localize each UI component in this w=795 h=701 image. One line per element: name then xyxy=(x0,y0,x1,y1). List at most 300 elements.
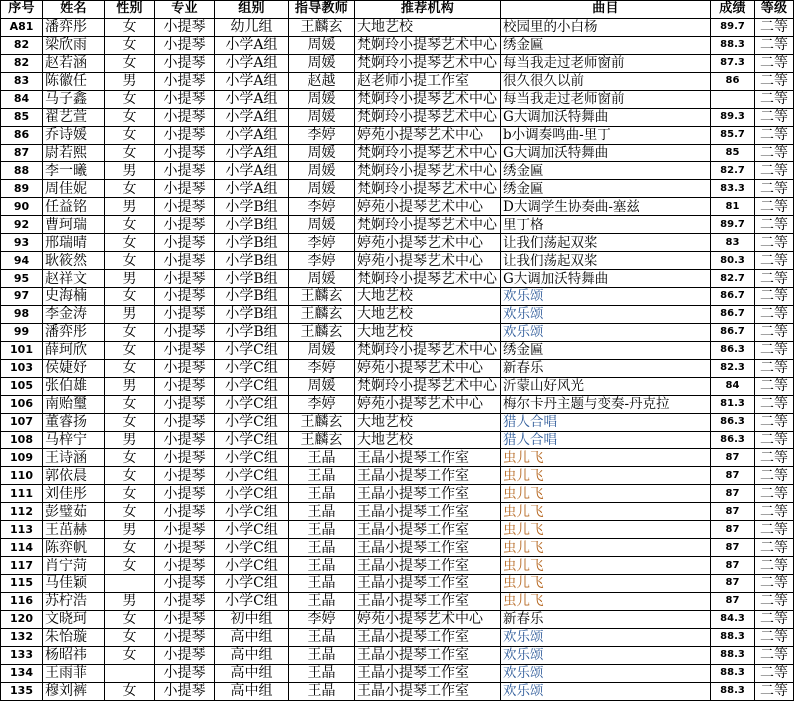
cell-score: 83.3 xyxy=(711,180,755,198)
cell-name: 张伯雄 xyxy=(43,377,105,395)
cell-org: 王晶小提琴工作室 xyxy=(355,664,501,682)
cell-gender: 女 xyxy=(105,485,155,503)
cell-teacher: 周媛 xyxy=(289,162,355,180)
cell-name: 马梓宁 xyxy=(43,431,105,449)
cell-name: 潘弈彤 xyxy=(43,323,105,341)
cell-teacher: 王晶 xyxy=(289,682,355,700)
cell-major: 小提琴 xyxy=(155,270,215,288)
cell-grade: 二等 xyxy=(755,90,794,108)
cell-org: 大地艺校 xyxy=(355,413,501,431)
cell-song: 虫儿飞 xyxy=(501,521,711,539)
cell-score: 84.3 xyxy=(711,610,755,628)
cell-name: 王雨菲 xyxy=(43,664,105,682)
cell-song: 让我们荡起双桨 xyxy=(501,252,711,270)
table-row xyxy=(1,467,794,485)
cell-teacher: 王麟玄 xyxy=(289,288,355,306)
cell-major: 小提琴 xyxy=(155,108,215,126)
cell-teacher: 王晶 xyxy=(289,467,355,485)
cell-major: 小提琴 xyxy=(155,234,215,252)
cell-no: 116 xyxy=(1,592,43,610)
cell-major: 小提琴 xyxy=(155,54,215,72)
cell-no: 135 xyxy=(1,682,43,700)
cell-no: 94 xyxy=(1,252,43,270)
cell-grade: 二等 xyxy=(755,234,794,252)
cell-teacher: 王麟玄 xyxy=(289,323,355,341)
cell-teacher: 王麟玄 xyxy=(289,305,355,323)
table-row xyxy=(1,234,794,252)
cell-teacher: 王晶 xyxy=(289,592,355,610)
cell-no: 85 xyxy=(1,108,43,126)
cell-score: 87 xyxy=(711,485,755,503)
cell-org: 婷苑小提琴艺术中心 xyxy=(355,234,501,252)
cell-org: 梵婀玲小提琴艺术中心 xyxy=(355,90,501,108)
cell-grade: 二等 xyxy=(755,646,794,664)
cell-gender: 女 xyxy=(105,180,155,198)
table-row xyxy=(1,270,794,288)
cell-teacher: 王晶 xyxy=(289,485,355,503)
cell-major: 小提琴 xyxy=(155,413,215,431)
cell-group: 小学A组 xyxy=(215,144,289,162)
cell-teacher: 周媛 xyxy=(289,216,355,234)
cell-gender: 男 xyxy=(105,521,155,539)
cell-score: 86.7 xyxy=(711,288,755,306)
cell-grade: 二等 xyxy=(755,377,794,395)
cell-teacher: 李婷 xyxy=(289,126,355,144)
cell-score: 80.3 xyxy=(711,252,755,270)
table-header xyxy=(1,1,794,19)
cell-song: G大调加沃特舞曲 xyxy=(501,108,711,126)
cell-name: 杨昭祎 xyxy=(43,646,105,664)
cell-major: 小提琴 xyxy=(155,557,215,575)
cell-score: 87 xyxy=(711,467,755,485)
table-row xyxy=(1,288,794,306)
cell-score: 83 xyxy=(711,234,755,252)
cell-score: 87 xyxy=(711,503,755,521)
cell-org: 大地艺校 xyxy=(355,288,501,306)
cell-name: 王诗涵 xyxy=(43,449,105,467)
cell-group: 幼儿组 xyxy=(215,18,289,36)
cell-name: 陈徽任 xyxy=(43,72,105,90)
cell-org: 大地艺校 xyxy=(355,305,501,323)
cell-no: 88 xyxy=(1,162,43,180)
cell-no: 106 xyxy=(1,395,43,413)
cell-org: 王晶小提琴工作室 xyxy=(355,628,501,646)
table-row xyxy=(1,539,794,557)
cell-group: 小学C组 xyxy=(215,413,289,431)
cell-no: A81 xyxy=(1,18,43,36)
cell-gender: 女 xyxy=(105,341,155,359)
cell-org: 王晶小提琴工作室 xyxy=(355,521,501,539)
cell-grade: 二等 xyxy=(755,54,794,72)
cell-gender: 女 xyxy=(105,54,155,72)
cell-grade: 二等 xyxy=(755,216,794,234)
table-row xyxy=(1,503,794,521)
cell-grade: 二等 xyxy=(755,36,794,54)
cell-no: 114 xyxy=(1,539,43,557)
cell-group: 小学C组 xyxy=(215,395,289,413)
cell-gender: 女 xyxy=(105,323,155,341)
cell-song: 猎人合唱 xyxy=(501,413,711,431)
cell-gender: 女 xyxy=(105,288,155,306)
cell-org: 王晶小提琴工作室 xyxy=(355,575,501,593)
cell-grade: 二等 xyxy=(755,126,794,144)
cell-group: 小学C组 xyxy=(215,449,289,467)
cell-grade: 二等 xyxy=(755,467,794,485)
cell-teacher: 李婷 xyxy=(289,610,355,628)
cell-group: 小学A组 xyxy=(215,54,289,72)
cell-song: 新春乐 xyxy=(501,359,711,377)
cell-group: 小学A组 xyxy=(215,162,289,180)
cell-group: 小学C组 xyxy=(215,359,289,377)
cell-no: 93 xyxy=(1,234,43,252)
cell-org: 梵婀玲小提琴艺术中心 xyxy=(355,180,501,198)
header-cell-score: 成绩 xyxy=(711,1,755,19)
cell-name: 文晓珂 xyxy=(43,610,105,628)
cell-group: 高中组 xyxy=(215,628,289,646)
cell-org: 大地艺校 xyxy=(355,323,501,341)
cell-teacher: 李婷 xyxy=(289,234,355,252)
cell-score: 87 xyxy=(711,449,755,467)
cell-org: 王晶小提琴工作室 xyxy=(355,539,501,557)
cell-teacher: 周媛 xyxy=(289,377,355,395)
cell-name: 李金涛 xyxy=(43,305,105,323)
cell-name: 侯婕妤 xyxy=(43,359,105,377)
cell-song: 绣金匾 xyxy=(501,162,711,180)
cell-grade: 二等 xyxy=(755,144,794,162)
cell-teacher: 王晶 xyxy=(289,503,355,521)
cell-no: 113 xyxy=(1,521,43,539)
cell-teacher: 王麟玄 xyxy=(289,431,355,449)
cell-teacher: 王晶 xyxy=(289,521,355,539)
table-row xyxy=(1,36,794,54)
cell-teacher: 王晶 xyxy=(289,646,355,664)
cell-teacher: 周媛 xyxy=(289,180,355,198)
cell-no: 82 xyxy=(1,54,43,72)
cell-no: 117 xyxy=(1,557,43,575)
cell-no: 95 xyxy=(1,270,43,288)
cell-major: 小提琴 xyxy=(155,610,215,628)
cell-major: 小提琴 xyxy=(155,341,215,359)
table-row xyxy=(1,54,794,72)
cell-song: 每当我走过老师窗前 xyxy=(501,54,711,72)
cell-grade: 二等 xyxy=(755,305,794,323)
cell-score xyxy=(711,90,755,108)
cell-group: 小学B组 xyxy=(215,216,289,234)
cell-score: 82.7 xyxy=(711,270,755,288)
cell-song: 欢乐颂 xyxy=(501,305,711,323)
header-row xyxy=(1,1,794,19)
cell-score: 86.3 xyxy=(711,431,755,449)
table-row xyxy=(1,216,794,234)
cell-no: 101 xyxy=(1,341,43,359)
cell-song: b小调奏鸣曲-里丁 xyxy=(501,126,711,144)
cell-group: 小学B组 xyxy=(215,305,289,323)
cell-grade: 二等 xyxy=(755,341,794,359)
cell-song: 绣金匾 xyxy=(501,36,711,54)
cell-group: 小学C组 xyxy=(215,485,289,503)
cell-teacher: 周媛 xyxy=(289,341,355,359)
table-row xyxy=(1,592,794,610)
table-row xyxy=(1,341,794,359)
cell-grade: 二等 xyxy=(755,610,794,628)
table-row xyxy=(1,521,794,539)
cell-no: 97 xyxy=(1,288,43,306)
cell-song: 虫儿飞 xyxy=(501,539,711,557)
cell-song: 欢乐颂 xyxy=(501,628,711,646)
cell-major: 小提琴 xyxy=(155,359,215,377)
cell-no: 103 xyxy=(1,359,43,377)
table-row xyxy=(1,682,794,700)
cell-name: 曹珂瑞 xyxy=(43,216,105,234)
cell-major: 小提琴 xyxy=(155,323,215,341)
cell-grade: 二等 xyxy=(755,557,794,575)
cell-group: 小学A组 xyxy=(215,90,289,108)
cell-org: 梵婀玲小提琴艺术中心 xyxy=(355,162,501,180)
cell-group: 高中组 xyxy=(215,682,289,700)
table-row xyxy=(1,180,794,198)
cell-group: 小学C组 xyxy=(215,341,289,359)
cell-gender: 女 xyxy=(105,108,155,126)
cell-group: 小学A组 xyxy=(215,180,289,198)
cell-teacher: 周媛 xyxy=(289,108,355,126)
cell-song: 虫儿飞 xyxy=(501,503,711,521)
cell-score: 85.7 xyxy=(711,126,755,144)
cell-major: 小提琴 xyxy=(155,288,215,306)
header-cell-grade: 等级 xyxy=(755,1,794,19)
cell-org: 梵婀玲小提琴艺术中心 xyxy=(355,341,501,359)
cell-song: 校园里的小白杨 xyxy=(501,18,711,36)
cell-song: 每当我走过老师窗前 xyxy=(501,90,711,108)
cell-gender: 女 xyxy=(105,503,155,521)
cell-teacher: 周媛 xyxy=(289,90,355,108)
table-row xyxy=(1,162,794,180)
cell-name: 潘弈彤 xyxy=(43,18,105,36)
cell-name: 乔诗媛 xyxy=(43,126,105,144)
cell-grade: 二等 xyxy=(755,521,794,539)
cell-score: 86.7 xyxy=(711,323,755,341)
table-row xyxy=(1,413,794,431)
cell-score: 87 xyxy=(711,575,755,593)
cell-gender: 女 xyxy=(105,395,155,413)
cell-score: 88.3 xyxy=(711,664,755,682)
header-cell-song: 曲目 xyxy=(501,1,711,19)
cell-song: 让我们荡起双桨 xyxy=(501,234,711,252)
cell-song: G大调加沃特舞曲 xyxy=(501,270,711,288)
cell-major: 小提琴 xyxy=(155,72,215,90)
cell-major: 小提琴 xyxy=(155,377,215,395)
cell-name: 梁欣雨 xyxy=(43,36,105,54)
cell-gender: 男 xyxy=(105,431,155,449)
cell-org: 梵婀玲小提琴艺术中心 xyxy=(355,144,501,162)
cell-no: 105 xyxy=(1,377,43,395)
cell-song: D大调学生协奏曲-塞兹 xyxy=(501,198,711,216)
cell-name: 耿筱然 xyxy=(43,252,105,270)
cell-song: 梅尔卡丹主题与变奏-丹克拉 xyxy=(501,395,711,413)
cell-score: 86.3 xyxy=(711,341,755,359)
cell-gender: 男 xyxy=(105,592,155,610)
cell-teacher: 周媛 xyxy=(289,54,355,72)
cell-gender xyxy=(105,664,155,682)
cell-group: 小学C组 xyxy=(215,592,289,610)
cell-song: 虫儿飞 xyxy=(501,449,711,467)
table-row xyxy=(1,557,794,575)
cell-name: 陈弈帆 xyxy=(43,539,105,557)
cell-grade: 二等 xyxy=(755,288,794,306)
cell-song: 绣金匾 xyxy=(501,180,711,198)
cell-gender: 女 xyxy=(105,18,155,36)
cell-gender: 男 xyxy=(105,72,155,90)
cell-grade: 二等 xyxy=(755,359,794,377)
cell-group: 小学B组 xyxy=(215,323,289,341)
cell-grade: 二等 xyxy=(755,252,794,270)
cell-org: 婷苑小提琴艺术中心 xyxy=(355,395,501,413)
cell-score: 89.3 xyxy=(711,108,755,126)
cell-gender: 女 xyxy=(105,682,155,700)
cell-no: 84 xyxy=(1,90,43,108)
cell-group: 小学A组 xyxy=(215,36,289,54)
cell-gender xyxy=(105,575,155,593)
cell-gender: 女 xyxy=(105,90,155,108)
cell-no: 90 xyxy=(1,198,43,216)
cell-teacher: 王晶 xyxy=(289,664,355,682)
cell-teacher: 王晶 xyxy=(289,628,355,646)
cell-teacher: 周媛 xyxy=(289,144,355,162)
cell-teacher: 李婷 xyxy=(289,395,355,413)
cell-teacher: 李婷 xyxy=(289,198,355,216)
cell-major: 小提琴 xyxy=(155,162,215,180)
cell-grade: 二等 xyxy=(755,395,794,413)
cell-teacher: 王麟玄 xyxy=(289,18,355,36)
cell-grade: 二等 xyxy=(755,108,794,126)
cell-score: 87 xyxy=(711,557,755,575)
cell-score: 88.3 xyxy=(711,646,755,664)
cell-major: 小提琴 xyxy=(155,646,215,664)
table-row xyxy=(1,252,794,270)
cell-no: 120 xyxy=(1,610,43,628)
table-row xyxy=(1,108,794,126)
cell-major: 小提琴 xyxy=(155,592,215,610)
cell-grade: 二等 xyxy=(755,628,794,646)
cell-org: 梵婀玲小提琴艺术中心 xyxy=(355,36,501,54)
table-row xyxy=(1,610,794,628)
cell-major: 小提琴 xyxy=(155,126,215,144)
cell-org: 王晶小提琴工作室 xyxy=(355,485,501,503)
cell-major: 小提琴 xyxy=(155,431,215,449)
cell-org: 梵婀玲小提琴艺术中心 xyxy=(355,270,501,288)
cell-teacher: 周媛 xyxy=(289,270,355,288)
table-row xyxy=(1,395,794,413)
cell-no: 83 xyxy=(1,72,43,90)
header-cell-name: 姓名 xyxy=(43,1,105,19)
cell-teacher: 王麟玄 xyxy=(289,413,355,431)
cell-score: 84 xyxy=(711,377,755,395)
cell-no: 133 xyxy=(1,646,43,664)
cell-major: 小提琴 xyxy=(155,18,215,36)
cell-song: 欢乐颂 xyxy=(501,288,711,306)
cell-org: 婷苑小提琴艺术中心 xyxy=(355,610,501,628)
cell-org: 婷苑小提琴艺术中心 xyxy=(355,252,501,270)
cell-score: 88.3 xyxy=(711,36,755,54)
cell-no: 82 xyxy=(1,36,43,54)
table-row xyxy=(1,485,794,503)
cell-org: 王晶小提琴工作室 xyxy=(355,557,501,575)
cell-group: 高中组 xyxy=(215,646,289,664)
cell-score: 87 xyxy=(711,539,755,557)
cell-grade: 二等 xyxy=(755,270,794,288)
cell-song: 沂蒙山好风光 xyxy=(501,377,711,395)
cell-teacher: 赵越 xyxy=(289,72,355,90)
cell-name: 邢瑞晴 xyxy=(43,234,105,252)
cell-grade: 二等 xyxy=(755,18,794,36)
cell-song: 虫儿飞 xyxy=(501,592,711,610)
cell-no: 108 xyxy=(1,431,43,449)
cell-name: 赵若涵 xyxy=(43,54,105,72)
cell-org: 王晶小提琴工作室 xyxy=(355,646,501,664)
cell-gender: 女 xyxy=(105,646,155,664)
cell-name: 刘佳彤 xyxy=(43,485,105,503)
cell-org: 王晶小提琴工作室 xyxy=(355,449,501,467)
cell-gender: 男 xyxy=(105,198,155,216)
cell-score: 89.7 xyxy=(711,216,755,234)
cell-no: 98 xyxy=(1,305,43,323)
cell-org: 王晶小提琴工作室 xyxy=(355,467,501,485)
cell-group: 高中组 xyxy=(215,664,289,682)
cell-no: 89 xyxy=(1,180,43,198)
cell-group: 小学B组 xyxy=(215,252,289,270)
cell-no: 86 xyxy=(1,126,43,144)
table-row xyxy=(1,431,794,449)
cell-grade: 二等 xyxy=(755,180,794,198)
cell-org: 梵婀玲小提琴艺术中心 xyxy=(355,216,501,234)
cell-major: 小提琴 xyxy=(155,90,215,108)
header-cell-group: 组别 xyxy=(215,1,289,19)
cell-major: 小提琴 xyxy=(155,664,215,682)
cell-grade: 二等 xyxy=(755,431,794,449)
cell-song: 很久很久以前 xyxy=(501,72,711,90)
cell-grade: 二等 xyxy=(755,503,794,521)
cell-major: 小提琴 xyxy=(155,252,215,270)
cell-group: 初中组 xyxy=(215,610,289,628)
cell-song: 欢乐颂 xyxy=(501,682,711,700)
cell-song: 虫儿飞 xyxy=(501,557,711,575)
cell-no: 134 xyxy=(1,664,43,682)
cell-major: 小提琴 xyxy=(155,395,215,413)
cell-major: 小提琴 xyxy=(155,216,215,234)
table-body xyxy=(1,18,794,700)
table-row xyxy=(1,198,794,216)
cell-grade: 二等 xyxy=(755,323,794,341)
cell-name: 马佳颖 xyxy=(43,575,105,593)
cell-song: 绣金匾 xyxy=(501,341,711,359)
cell-no: 132 xyxy=(1,628,43,646)
cell-name: 南贻璽 xyxy=(43,395,105,413)
cell-teacher: 王晶 xyxy=(289,539,355,557)
cell-no: 92 xyxy=(1,216,43,234)
cell-no: 110 xyxy=(1,467,43,485)
cell-org: 大地艺校 xyxy=(355,18,501,36)
cell-grade: 二等 xyxy=(755,539,794,557)
cell-song: 虫儿飞 xyxy=(501,467,711,485)
table-row xyxy=(1,323,794,341)
cell-score: 89.7 xyxy=(711,18,755,36)
cell-name: 任益铭 xyxy=(43,198,105,216)
cell-major: 小提琴 xyxy=(155,628,215,646)
cell-teacher: 王晶 xyxy=(289,449,355,467)
cell-group: 小学C组 xyxy=(215,557,289,575)
cell-name: 王茁赫 xyxy=(43,521,105,539)
cell-score: 86.7 xyxy=(711,305,755,323)
cell-no: 109 xyxy=(1,449,43,467)
